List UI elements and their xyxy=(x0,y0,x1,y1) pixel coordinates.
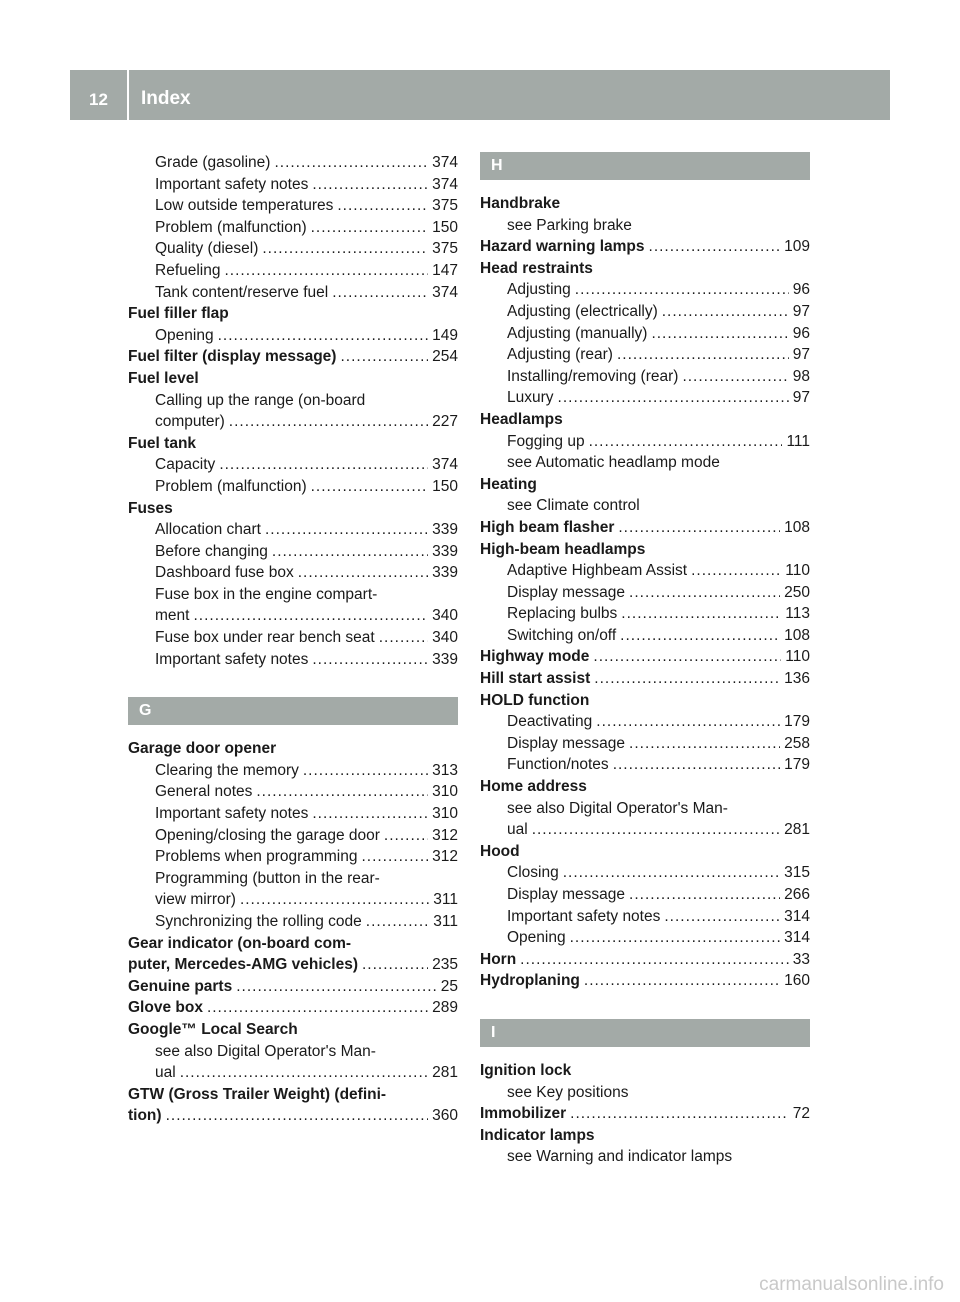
index-column-left xyxy=(128,152,458,1127)
entry-label: GTW (Gross Trailer Weight) (defini- xyxy=(128,1085,387,1103)
entry-label: Immobilizer xyxy=(480,1105,567,1123)
entry-label: HOLD function xyxy=(480,691,590,709)
index-subentry xyxy=(128,825,458,847)
dot-leader xyxy=(520,949,789,971)
entry-label: Head restraints xyxy=(480,259,593,277)
entry-label: Fuse box under rear bench seat xyxy=(155,629,375,647)
dot-leader xyxy=(594,668,780,690)
page-ref: 97 xyxy=(792,346,810,364)
index-subentry xyxy=(480,884,810,906)
dot-leader xyxy=(303,760,428,782)
index-subentry xyxy=(128,1062,458,1084)
index-subentry xyxy=(480,301,810,323)
entry-label: Adjusting (rear) xyxy=(507,346,613,364)
entry-label: Display message xyxy=(507,886,626,903)
entry-label: Problem (malfunction) xyxy=(155,477,307,495)
page-ref: 281 xyxy=(432,1064,458,1082)
entry-label: Luxury xyxy=(507,389,554,407)
entry-label: see Key positions xyxy=(507,1083,629,1101)
entry-label: Calling up the range (on-board xyxy=(155,391,366,409)
entry-label: High-beam headlamps xyxy=(480,540,646,558)
page-ref: 227 xyxy=(432,413,458,431)
page-ref: 339 xyxy=(432,542,458,560)
page-ref: 311 xyxy=(433,913,458,930)
page-ref: 339 xyxy=(432,564,458,582)
index-subentry xyxy=(128,649,458,671)
index-subentry xyxy=(480,452,810,474)
dot-leader xyxy=(691,560,781,582)
page-ref: 375 xyxy=(432,197,458,215)
dot-leader xyxy=(262,238,428,260)
entry-label: Garage door opener xyxy=(128,740,277,758)
entry-label: Opening xyxy=(155,326,214,344)
dot-leader xyxy=(621,603,781,625)
index-subentry xyxy=(480,625,810,647)
index-entry xyxy=(128,954,458,976)
entry-label: see also Digital Operator's Man- xyxy=(155,1042,376,1060)
index-subentry xyxy=(480,323,810,345)
index-subentry xyxy=(128,519,458,541)
entry-label: ual xyxy=(507,821,528,839)
entry-label: Fuses xyxy=(128,499,173,517)
entry-label: see Parking brake xyxy=(507,216,632,234)
entry-label: Important safety notes xyxy=(155,805,309,823)
entry-label: Switching on/off xyxy=(507,626,617,644)
index-entry xyxy=(480,668,810,690)
index-entry xyxy=(128,1105,458,1127)
index-entry xyxy=(128,303,458,325)
index-subentry xyxy=(480,431,810,453)
index-entry xyxy=(128,433,458,455)
page-ref: 375 xyxy=(432,240,458,258)
page-ref: 340 xyxy=(432,629,458,647)
entry-label: Ignition lock xyxy=(480,1061,572,1079)
page-ref: 149 xyxy=(432,326,458,344)
entry-label: Indicator lamps xyxy=(480,1126,595,1144)
page-ref: 150 xyxy=(432,218,458,236)
index-subentry xyxy=(128,911,458,933)
entry-label: General notes xyxy=(155,783,253,801)
page-ref: 312 xyxy=(432,826,458,844)
entry-label: see Climate control xyxy=(507,497,640,515)
entry-label: Allocation chart xyxy=(155,521,261,539)
page-ref: 374 xyxy=(432,154,458,171)
index-entry xyxy=(128,997,458,1019)
index-subentry xyxy=(128,541,458,563)
dot-leader xyxy=(649,236,781,258)
entry-label: Headlamps xyxy=(480,410,563,428)
entry-label: Hydroplaning xyxy=(480,972,580,990)
index-subentry xyxy=(128,174,458,196)
index-subentry xyxy=(128,605,458,627)
dot-leader xyxy=(570,1103,789,1125)
index-subentry xyxy=(128,760,458,782)
dot-leader xyxy=(207,997,428,1019)
dot-leader xyxy=(274,152,428,174)
entry-label: Programming (button in the rear- xyxy=(155,869,380,887)
entry-label: see Automatic headlamp mode xyxy=(507,454,720,472)
dot-leader xyxy=(366,911,429,933)
index-entry xyxy=(480,539,810,561)
dot-leader xyxy=(337,195,428,217)
index-subentry xyxy=(480,927,810,949)
entry-label: computer) xyxy=(155,413,225,431)
page-title: Index xyxy=(141,88,191,109)
entry-label: see Warning and indicator lamps xyxy=(507,1148,733,1166)
dot-leader xyxy=(298,562,428,584)
dot-leader xyxy=(229,411,428,433)
index-subentry xyxy=(128,627,458,649)
dot-leader xyxy=(589,431,783,453)
page-ref: 179 xyxy=(784,713,810,731)
index-subentry xyxy=(480,798,810,820)
entry-label: tion) xyxy=(128,1107,162,1125)
index-subentry xyxy=(480,495,810,517)
index-subentry xyxy=(480,279,810,301)
index-subentry xyxy=(128,803,458,825)
page-ref: 258 xyxy=(784,734,810,752)
index-subentry xyxy=(128,411,458,433)
entry-label: Opening xyxy=(507,929,566,947)
entry-label: Low outside temperatures xyxy=(155,197,334,215)
entry-label: Important safety notes xyxy=(507,907,661,925)
entry-label: Hazard warning lamps xyxy=(480,238,645,256)
index-subentry xyxy=(480,906,810,928)
page-number: 12 xyxy=(89,90,108,109)
page-ref: 313 xyxy=(432,761,458,779)
page-ref: 310 xyxy=(432,805,458,823)
dot-leader xyxy=(558,387,789,409)
index-subentry xyxy=(128,282,458,304)
index-subentry xyxy=(480,582,810,604)
page-ref: 315 xyxy=(784,864,810,882)
index-subentry xyxy=(128,846,458,868)
dot-leader xyxy=(218,325,429,347)
index-subentry xyxy=(480,754,810,776)
page-ref: 235 xyxy=(432,956,458,974)
index-entry xyxy=(128,1084,458,1106)
index-subentry xyxy=(480,603,810,625)
entry-label: High beam flasher xyxy=(480,518,615,536)
page-ref: 374 xyxy=(432,175,458,193)
page-ref: 96 xyxy=(792,324,810,342)
page-ref: 97 xyxy=(792,302,810,320)
index-entry xyxy=(480,776,810,798)
index-entry xyxy=(128,1019,458,1041)
entry-label: Fuel tank xyxy=(128,434,197,452)
entry-label: Handbrake xyxy=(480,195,561,212)
section-header: G xyxy=(128,697,458,725)
page-ref: 310 xyxy=(432,783,458,801)
dot-leader xyxy=(332,282,428,304)
index-subentry xyxy=(480,1082,810,1104)
entry-label: Fuse box in the engine compart- xyxy=(155,585,378,603)
dot-leader xyxy=(563,862,780,884)
entry-label: Display message xyxy=(507,734,626,752)
page-ref: 108 xyxy=(784,518,810,536)
index-subentry xyxy=(480,215,810,237)
index-subentry xyxy=(128,562,458,584)
entry-label: Genuine parts xyxy=(128,977,233,995)
entry-label: Important safety notes xyxy=(155,650,309,668)
entry-label: Adjusting (manually) xyxy=(507,324,648,342)
entry-label: Capacity xyxy=(155,456,216,474)
dot-leader xyxy=(256,781,428,803)
page-ref: 33 xyxy=(792,950,810,968)
index-entry xyxy=(480,258,810,280)
dot-leader xyxy=(664,906,780,928)
page-ref: 25 xyxy=(440,977,458,995)
index-entry xyxy=(480,1103,810,1125)
dot-leader xyxy=(193,605,428,627)
dot-leader xyxy=(311,217,429,239)
index-entry xyxy=(480,409,810,431)
entry-label: Fuel filter (display message) xyxy=(128,348,337,366)
entry-label: Installing/removing (rear) xyxy=(507,367,679,385)
dot-leader xyxy=(166,1105,429,1127)
index-entry xyxy=(480,690,810,712)
entry-label: Before changing xyxy=(155,542,268,560)
entry-label: Heating xyxy=(480,475,537,493)
index-entry xyxy=(128,933,458,955)
dot-leader xyxy=(613,754,780,776)
index-subentry xyxy=(480,1146,810,1168)
entry-label: Synchronizing the rolling code xyxy=(155,913,362,930)
dot-leader xyxy=(361,846,428,868)
entry-label: Deactivating xyxy=(507,713,593,731)
dot-leader xyxy=(596,711,780,733)
dot-leader xyxy=(219,454,428,476)
index-subentry xyxy=(128,195,458,217)
entry-label: Hood xyxy=(480,842,520,860)
dot-leader xyxy=(340,346,428,368)
page-ref: 147 xyxy=(432,261,458,279)
index-column-right xyxy=(480,152,810,1168)
dot-leader xyxy=(617,344,789,366)
page-ref: 314 xyxy=(784,907,810,925)
index-subentry xyxy=(128,390,458,412)
index-subentry xyxy=(480,344,810,366)
entry-label: Home address xyxy=(480,778,587,796)
dot-leader xyxy=(570,927,781,949)
index-entry xyxy=(128,346,458,368)
page-ref: 281 xyxy=(784,821,810,839)
entry-label: Adjusting (electrically) xyxy=(507,302,658,320)
entry-label: see also Digital Operator's Man- xyxy=(507,799,728,817)
index-subentry xyxy=(128,889,458,911)
index-subentry xyxy=(128,217,458,239)
dot-leader xyxy=(312,803,428,825)
page-ref: 110 xyxy=(785,648,810,666)
dot-leader xyxy=(532,819,780,841)
entry-label: Horn xyxy=(480,950,517,968)
index-subentry xyxy=(480,387,810,409)
index-entry xyxy=(480,517,810,539)
entry-label: Gear indicator (on-board com- xyxy=(128,934,352,952)
page-ref: 150 xyxy=(432,477,458,495)
entry-label: Adaptive Highbeam Assist xyxy=(507,562,688,580)
dot-leader xyxy=(180,1062,428,1084)
dot-leader xyxy=(593,646,781,668)
dot-leader xyxy=(362,954,428,976)
entry-label: Display message xyxy=(507,583,626,601)
dot-leader xyxy=(272,541,428,563)
dot-leader xyxy=(629,733,780,755)
dot-leader xyxy=(312,174,428,196)
index-subentry xyxy=(480,560,810,582)
entry-label: Closing xyxy=(507,864,559,882)
entry-label: ment xyxy=(155,607,190,625)
page-ref: 254 xyxy=(432,348,458,366)
page-ref: 109 xyxy=(784,238,810,256)
index-subentry xyxy=(480,862,810,884)
index-entry xyxy=(480,841,810,863)
index-subentry xyxy=(128,584,458,606)
index-entry xyxy=(480,949,810,971)
page-ref: 339 xyxy=(432,650,458,668)
index-entry xyxy=(480,1125,810,1147)
dot-leader xyxy=(629,884,780,906)
page-ref: 96 xyxy=(792,281,810,299)
dot-leader xyxy=(584,970,780,992)
index-subentry xyxy=(480,733,810,755)
entry-label: Function/notes xyxy=(507,756,609,774)
entry-label: Glove box xyxy=(128,999,203,1017)
page-ref: 312 xyxy=(432,848,458,866)
header-divider xyxy=(127,70,129,120)
page-ref: 108 xyxy=(784,626,810,644)
dot-leader xyxy=(379,627,428,649)
section-header: I xyxy=(480,1019,810,1047)
dot-leader xyxy=(629,582,780,604)
index-subentry xyxy=(128,1041,458,1063)
page-ref: 289 xyxy=(432,999,458,1017)
entry-label: Dashboard fuse box xyxy=(155,564,294,582)
index-entry xyxy=(128,498,458,520)
entry-label: Problem (malfunction) xyxy=(155,218,307,236)
dot-leader xyxy=(312,649,428,671)
dot-leader xyxy=(236,976,437,998)
entry-label: Tank content/reserve fuel xyxy=(155,283,329,301)
dot-leader xyxy=(384,825,428,847)
entry-label: Opening/closing the garage door xyxy=(155,826,380,844)
index-entry xyxy=(480,970,810,992)
dot-leader xyxy=(620,625,780,647)
dot-leader xyxy=(240,889,429,911)
entry-label: Google™ Local Search xyxy=(128,1020,298,1038)
entry-label: Grade (gasoline) xyxy=(155,154,271,171)
page-ref: 160 xyxy=(784,972,810,990)
index-subentry xyxy=(480,819,810,841)
page-ref: 374 xyxy=(432,283,458,301)
entry-label: Adjusting xyxy=(507,281,571,299)
page-ref: 110 xyxy=(785,562,810,580)
page-ref: 311 xyxy=(433,891,458,909)
page-ref: 266 xyxy=(784,886,810,903)
dot-leader xyxy=(311,476,429,498)
entry-label: Hill start assist xyxy=(480,670,591,688)
index-subentry xyxy=(480,366,810,388)
index-subentry xyxy=(128,260,458,282)
index-entry xyxy=(128,368,458,390)
entry-label: Highway mode xyxy=(480,648,590,666)
entry-label: Important safety notes xyxy=(155,175,309,193)
entry-label: Fuel filler flap xyxy=(128,305,229,323)
entry-label: puter, Mercedes-AMG vehicles) xyxy=(128,956,358,974)
entry-label: Fuel level xyxy=(128,369,199,387)
entry-label: Refueling xyxy=(155,261,221,279)
page-ref: 374 xyxy=(432,456,458,474)
page-ref: 179 xyxy=(784,756,810,774)
index-entry xyxy=(480,193,810,215)
dot-leader xyxy=(662,301,789,323)
entry-label: view mirror) xyxy=(155,891,236,909)
entry-label: Replacing bulbs xyxy=(507,605,618,623)
index-subentry xyxy=(128,238,458,260)
section-header: H xyxy=(480,152,810,180)
page-ref: 339 xyxy=(432,521,458,539)
index-subentry xyxy=(128,868,458,890)
index-subentry xyxy=(128,152,458,174)
page-ref: 250 xyxy=(784,583,810,601)
index-subentry xyxy=(480,711,810,733)
dot-leader xyxy=(265,519,428,541)
index-subentry xyxy=(128,325,458,347)
index-entry xyxy=(480,646,810,668)
index-entry xyxy=(128,738,458,760)
entry-label: Fogging up xyxy=(507,432,585,450)
index-entry xyxy=(480,236,810,258)
page-ref: 136 xyxy=(784,670,810,688)
page-ref: 340 xyxy=(432,607,458,625)
dot-leader xyxy=(225,260,429,282)
index-entry xyxy=(480,1060,810,1082)
page-ref: 113 xyxy=(785,605,810,623)
index-subentry xyxy=(128,781,458,803)
index-entry xyxy=(480,474,810,496)
dot-leader xyxy=(682,366,788,388)
page-ref: 97 xyxy=(792,389,810,407)
watermark: carmanualsonline.info xyxy=(759,1274,944,1295)
page-ref: 360 xyxy=(432,1107,458,1125)
entry-label: Clearing the memory xyxy=(155,761,299,779)
index-subentry xyxy=(128,454,458,476)
dot-leader xyxy=(575,279,789,301)
dot-leader xyxy=(651,323,788,345)
dot-leader xyxy=(618,517,780,539)
entry-label: Quality (diesel) xyxy=(155,240,259,258)
entry-label: ual xyxy=(155,1064,176,1082)
index-subentry xyxy=(128,476,458,498)
page-ref: 98 xyxy=(792,367,810,385)
page-ref: 111 xyxy=(786,432,810,450)
page-ref: 314 xyxy=(784,929,810,947)
header-bar xyxy=(70,70,890,120)
entry-label: Problems when programming xyxy=(155,848,358,866)
page-ref: 72 xyxy=(792,1105,810,1123)
index-entry xyxy=(128,976,458,998)
